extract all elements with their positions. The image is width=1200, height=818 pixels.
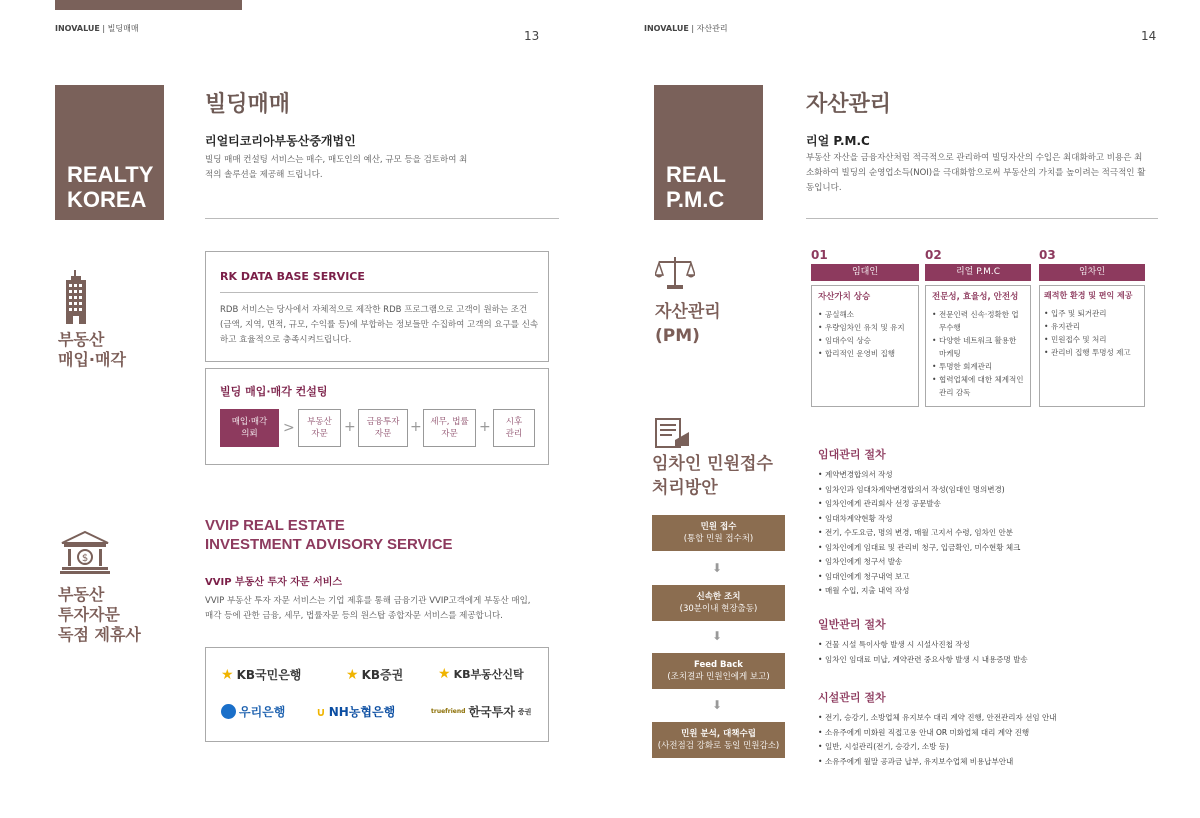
rk-database-card — [205, 251, 549, 362]
pm-column-tenant — [1039, 248, 1145, 407]
section-label-acquisition: 부동산 매입·매각 — [58, 330, 126, 369]
list-item: • 일반, 시설관리(전기, 승강기, 소방 등) — [818, 740, 1178, 755]
step-analysis: 민원 분석, 대책수립 (사전점검 강화로 동일 민원감소) — [652, 722, 785, 758]
list-item: • 소유주에게 미화원 직접고용 안내 OR 미화업체 대리 계약 진행 — [818, 726, 1178, 741]
list-item: • 협력업체에 대한 체계적인 관리 감독 — [932, 373, 1024, 399]
building-icon — [62, 270, 90, 328]
column-title: 자산가치 상승 — [818, 292, 871, 302]
kb-bank-logo: ★ KB국민은행 — [221, 666, 302, 683]
korea-investment-logo: truefriend 한국투자 증권 — [431, 705, 532, 719]
nh-symbol-icon: ∪ — [316, 704, 326, 719]
plus-icon: + — [479, 419, 491, 435]
column-title: 쾌적한 환경 및 편익 제공 — [1044, 291, 1133, 300]
rk-card-divider — [220, 292, 538, 293]
flow-step-tax-legal: 세무, 법률 자문 — [423, 409, 476, 447]
pm-column-realpmc — [925, 248, 1031, 407]
list-item: • 임차인에게 청구서 발송 — [818, 555, 1178, 570]
pm-column-landlord — [811, 248, 919, 407]
list-item: • 전기, 수도요금, 명의 변경, 매월 고지서 수령, 임차인 안분 — [818, 526, 1178, 541]
list-item: • 소유주에게 월말 공과금 납부, 유지보수업체 비용납부안내 — [818, 755, 1178, 770]
plus-icon: + — [344, 419, 356, 435]
page-title-left: 빌딩매매 — [205, 92, 291, 117]
list-item: • 임대인에게 청구내역 보고 — [818, 570, 1178, 585]
column-number: 02 — [925, 248, 942, 262]
scale-icon — [655, 255, 695, 295]
section-label-tenant-complaints: 임차인 민원접수 처리방안 — [652, 454, 773, 498]
brand-box-right: REAL P.M.C — [654, 85, 763, 220]
list-item: • 건물 시설 특이사항 발생 시 시설사진첩 작성 — [818, 638, 1178, 653]
list-item: • 매월 수입, 지출 내역 작성 — [818, 584, 1178, 599]
page-number-right: 14 — [1141, 29, 1157, 43]
consulting-card — [205, 368, 549, 465]
divider-right — [806, 218, 1158, 219]
section-label-advisory: 부동산 투자자문 독점 제휴사 — [58, 585, 141, 644]
list-item: • 임대수익 상승 — [818, 334, 912, 347]
column-head: 임대인 — [811, 264, 919, 281]
procedure-lease — [818, 446, 1178, 599]
header-right: INOVALUE | 자산관리 — [644, 24, 728, 33]
page-title-right: 자산관리 — [806, 92, 892, 117]
list-item: • 임대차계약현황 작성 — [818, 512, 1178, 527]
woori-circle-icon — [221, 704, 236, 719]
company-name-left: 리얼티코리아부동산중개법인 — [205, 134, 356, 148]
kb-securities-logo: ★ KB증권 — [346, 666, 404, 683]
bank-icon — [60, 530, 110, 578]
vvip-desc: VVIP 부동산 투자 자문 서비스는 기업 제휴를 통해 금융기관 VVIP고객에게 부동산 매입, 매각 등에 관한 금융, 세무, 법률자문 등의 원스탑 종합자문 서비스를 제공합니다. — [205, 596, 531, 621]
column-box — [925, 285, 1031, 407]
vvip-title: VVIP REAL ESTATE INVESTMENT ADVISORY SERVICE — [205, 517, 453, 553]
nh-bank-logo: ∪ NH농협은행 — [316, 704, 396, 719]
list-item: • 전기, 승강기, 소방업체 유지보수 대리 계약 진행, 안전관리자 선임 안내 — [818, 711, 1178, 726]
list-item: • 전문인력 신속·정확한 업무수행 — [932, 308, 1024, 334]
list-item: • 계약변경합의서 작성 — [818, 468, 1178, 483]
column-number: 03 — [1039, 248, 1056, 262]
arrow-down-icon: ⬇ — [712, 561, 723, 575]
list-item: • 합리적인 운영비 집행 — [818, 347, 912, 360]
column-head: 리얼 P.M.C — [925, 264, 1031, 281]
divider-left — [205, 218, 559, 219]
procedure-facility — [818, 689, 1178, 769]
kb-star-icon: ★ — [438, 666, 451, 682]
step-quick-action: 신속한 조치 (30분이내 현장출동) — [652, 585, 785, 621]
flow-step-realestate: 부동산 자문 — [298, 409, 341, 447]
rk-card-desc: RDB 서비스는 당사에서 자체적으로 제작한 RDB 프로그램으로 고객이 원하는 조건 (금액, 지역, 면적, 규모, 수익률 등)에 부합하는 정보들만 수집하여 고객의 요구를 신속하고 효율적으로 충족시켜드립니다. — [220, 305, 539, 345]
procedure-title: 일반관리 절차 — [818, 618, 886, 631]
step-receive: 민원 접수 (통합 민원 접수처) — [652, 515, 785, 551]
kb-star-icon: ★ — [346, 666, 359, 683]
document-icon — [655, 418, 691, 452]
woori-bank-logo: 우리은행 — [221, 703, 285, 720]
procedure-title: 임대관리 절차 — [818, 448, 886, 461]
svg-text:$: $ — [81, 553, 89, 564]
list-item: • 공실해소 — [818, 308, 912, 321]
list-item: • 임차인과 임대차계약변경합의서 작성(임대인 명의변경) — [818, 483, 1178, 498]
list-item: • 유지관리 — [1044, 320, 1140, 333]
chevron-right-icon: > — [283, 420, 295, 436]
column-head: 임차인 — [1039, 264, 1145, 281]
flow-step-request: 매입·매각 의뢰 — [220, 409, 279, 447]
list-item: • 민원접수 및 처리 — [1044, 333, 1140, 346]
kb-realestate-logo: ★ KB부동산신탁 — [438, 666, 524, 682]
column-box — [811, 285, 919, 407]
list-item: • 임차인에게 임대료 및 관리비 청구, 입금확인, 미수현황 체크 — [818, 541, 1178, 556]
page-number-left: 13 — [524, 29, 540, 43]
list-item: • 다양한 네트워크 활용한 마케팅 — [932, 334, 1024, 360]
top-bar-left — [55, 0, 242, 10]
list-item: • 투명한 회계관리 — [932, 360, 1024, 373]
description-right: 부동산 자산을 금융자산처럼 적극적으로 관리하여 빌딩자산의 수입은 최대화하고 비용은 최소화하여 빌딩의 순영업소득(NOI)을 극대화함으로써 부동산의 가치를 높이려는 적극적인 활동입니다. — [806, 153, 1146, 193]
column-box — [1039, 285, 1145, 407]
section-label-pm: 자산관리 (PM) — [655, 302, 721, 346]
vvip-subtitle: VVIP 부동산 투자 자문 서비스 — [205, 577, 343, 588]
list-item: • 임차인 임대료 미납, 계약관련 중요사항 발생 시 내용증명 발송 — [818, 653, 1178, 668]
company-name-right: 리얼 P.M.C — [806, 134, 870, 148]
column-number: 01 — [811, 248, 828, 262]
list-item: • 임차인에게 관리회사 선정 공문발송 — [818, 497, 1178, 512]
procedure-title: 시설관리 절차 — [818, 691, 886, 704]
flow-step-aftercare: 시후 관리 — [493, 409, 535, 447]
header-left: INOVALUE | 빌딩매매 — [55, 24, 139, 33]
flow-step-finance: 금융투자 자문 — [358, 409, 408, 447]
list-item: • 관리비 집행 투명성 제고 — [1044, 346, 1140, 359]
plus-icon: + — [410, 419, 422, 435]
description-left: 빌딩 매매 컨설팅 서비스는 매수, 매도인의 예산, 규모 등을 검토하여 최적의 솔루션을 제공해 드립니다. — [205, 155, 468, 180]
brand-box-left: REALTY KOREA — [55, 85, 164, 220]
consulting-title: 빌딩 매입·매각 컨설팅 — [220, 385, 328, 398]
column-title: 전문성, 효율성, 안전성 — [932, 292, 1019, 302]
partner-logos-card — [205, 647, 549, 742]
step-feedback: Feed Back (조치결과 민원인에게 보고) — [652, 653, 785, 689]
list-item: • 우량임차인 유치 및 유지 — [818, 321, 912, 334]
list-item: • 입주 및 퇴거관리 — [1044, 307, 1140, 320]
arrow-down-icon: ⬇ — [712, 698, 723, 712]
kb-star-icon: ★ — [221, 666, 234, 683]
arrow-down-icon: ⬇ — [712, 629, 723, 643]
procedure-general — [818, 616, 1178, 667]
rk-card-title: RK DATA BASE SERVICE — [220, 270, 365, 283]
